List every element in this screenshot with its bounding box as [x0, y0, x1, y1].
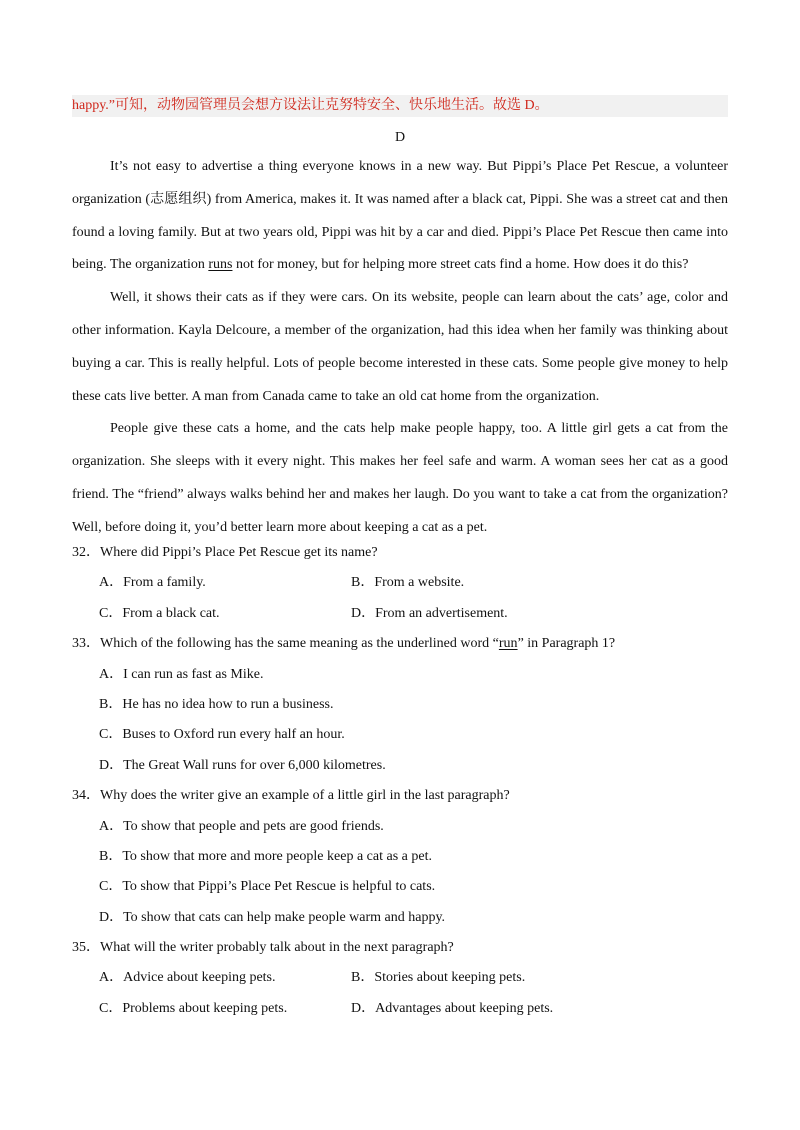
- question-35: [72, 933, 772, 1024]
- option-d: D．From an advertisement.: [351, 605, 508, 621]
- option-b: B．From a website.: [351, 575, 465, 591]
- option-c: C．From a black cat.: [99, 605, 220, 621]
- paragraph-3: People give these cats a home, and the cats help make people happy, too. A little girl gets a cat from the organization. She sleeps with it every night. This makes her feel safe and warm. A woman sees her cat as a good friend. The “friend” always walks behind her and makes her laugh. Do you want to take a cat from the organization? Well, before doing it, you’d better learn more about keeping a cat as a pet.: [72, 421, 728, 535]
- reading-passage: [72, 151, 728, 545]
- option-row: [72, 568, 772, 598]
- option-a: A．Advice about keeping pets.: [99, 970, 276, 986]
- paragraph-1-text-after: not for money, but for helping more street cats find a home. How does it do this?: [232, 257, 689, 273]
- option-row: [72, 994, 772, 1024]
- question-stem-text: ” in Paragraph 1?: [517, 636, 616, 652]
- option-c: C．Buses to Oxford run every half an hour.: [99, 727, 345, 743]
- option-b: B．He has no idea how to run a business.: [99, 696, 334, 712]
- underlined-word-runs: runs: [208, 257, 233, 273]
- question-33: [72, 629, 772, 781]
- question-stem: [72, 629, 772, 659]
- option-d: D．To show that cats can help make people warm and happy.: [99, 909, 446, 925]
- option-b: B．Stories about keeping pets.: [351, 970, 526, 986]
- question-32: [72, 538, 772, 629]
- option-d: D．The Great Wall runs for over 6,000 kilometres.: [99, 757, 386, 773]
- option-a: A．I can run as fast as Mike.: [99, 666, 264, 682]
- question-stem-text: 33．Which of the following has the same meaning as the underlined word “: [72, 636, 499, 652]
- option-a: A．From a family.: [99, 575, 206, 591]
- option-row: [72, 599, 772, 629]
- paragraph-1: [72, 151, 728, 282]
- underlined-word-run: run: [498, 636, 518, 652]
- option-b: B．To show that more and more people keep a cat as a pet.: [99, 848, 432, 864]
- question-stem: 35．What will the writer probably talk about in the next paragraph?: [72, 940, 454, 956]
- paragraph-2: Well, it shows their cats as if they were cars. On its website, people can learn about the cats’ age, color and other information. Kayla Delcoure, a member of the organization, had this idea when her family was thinking about buying a car. This is really helpful. Lots of people become interested in these cats. Some people give money to help these cats live better. A man from Canada came to take an old cat home from the organization.: [72, 290, 728, 404]
- question-34: [72, 781, 772, 933]
- option-a: A．To show that people and pets are good friends.: [99, 818, 384, 834]
- section-heading: D: [394, 130, 406, 145]
- option-row: [72, 963, 772, 993]
- option-d: D．Advantages about keeping pets.: [351, 1000, 554, 1016]
- paragraph-1-text-before: It’s not easy to advertise a thing everyone knows in a new way. But Pippi’s Place Pet Rescue, a volunteer organization (志愿组织) from America, makes it. It was named after a black cat, Pippi. She was a street cat and then found a loving family. But at two years old, Pippi was hit by a car and died. Pippi’s Place Pet Rescue then came into being. The organization: [72, 159, 728, 273]
- question-list: [72, 538, 772, 1024]
- question-stem: 32．Where did Pippi’s Place Pet Rescue get its name?: [72, 545, 378, 560]
- option-c: C．Problems about keeping pets.: [99, 1000, 288, 1016]
- question-stem: 34．Why does the writer give an example of a little girl in the last paragraph?: [72, 788, 510, 804]
- option-c: C．To show that Pippi’s Place Pet Rescue is helpful to cats.: [99, 879, 436, 895]
- previous-answer-explanation: happy.”可知，动物园管理员会想方设法让克努特安全、快乐地生活。故选 D。: [72, 95, 728, 117]
